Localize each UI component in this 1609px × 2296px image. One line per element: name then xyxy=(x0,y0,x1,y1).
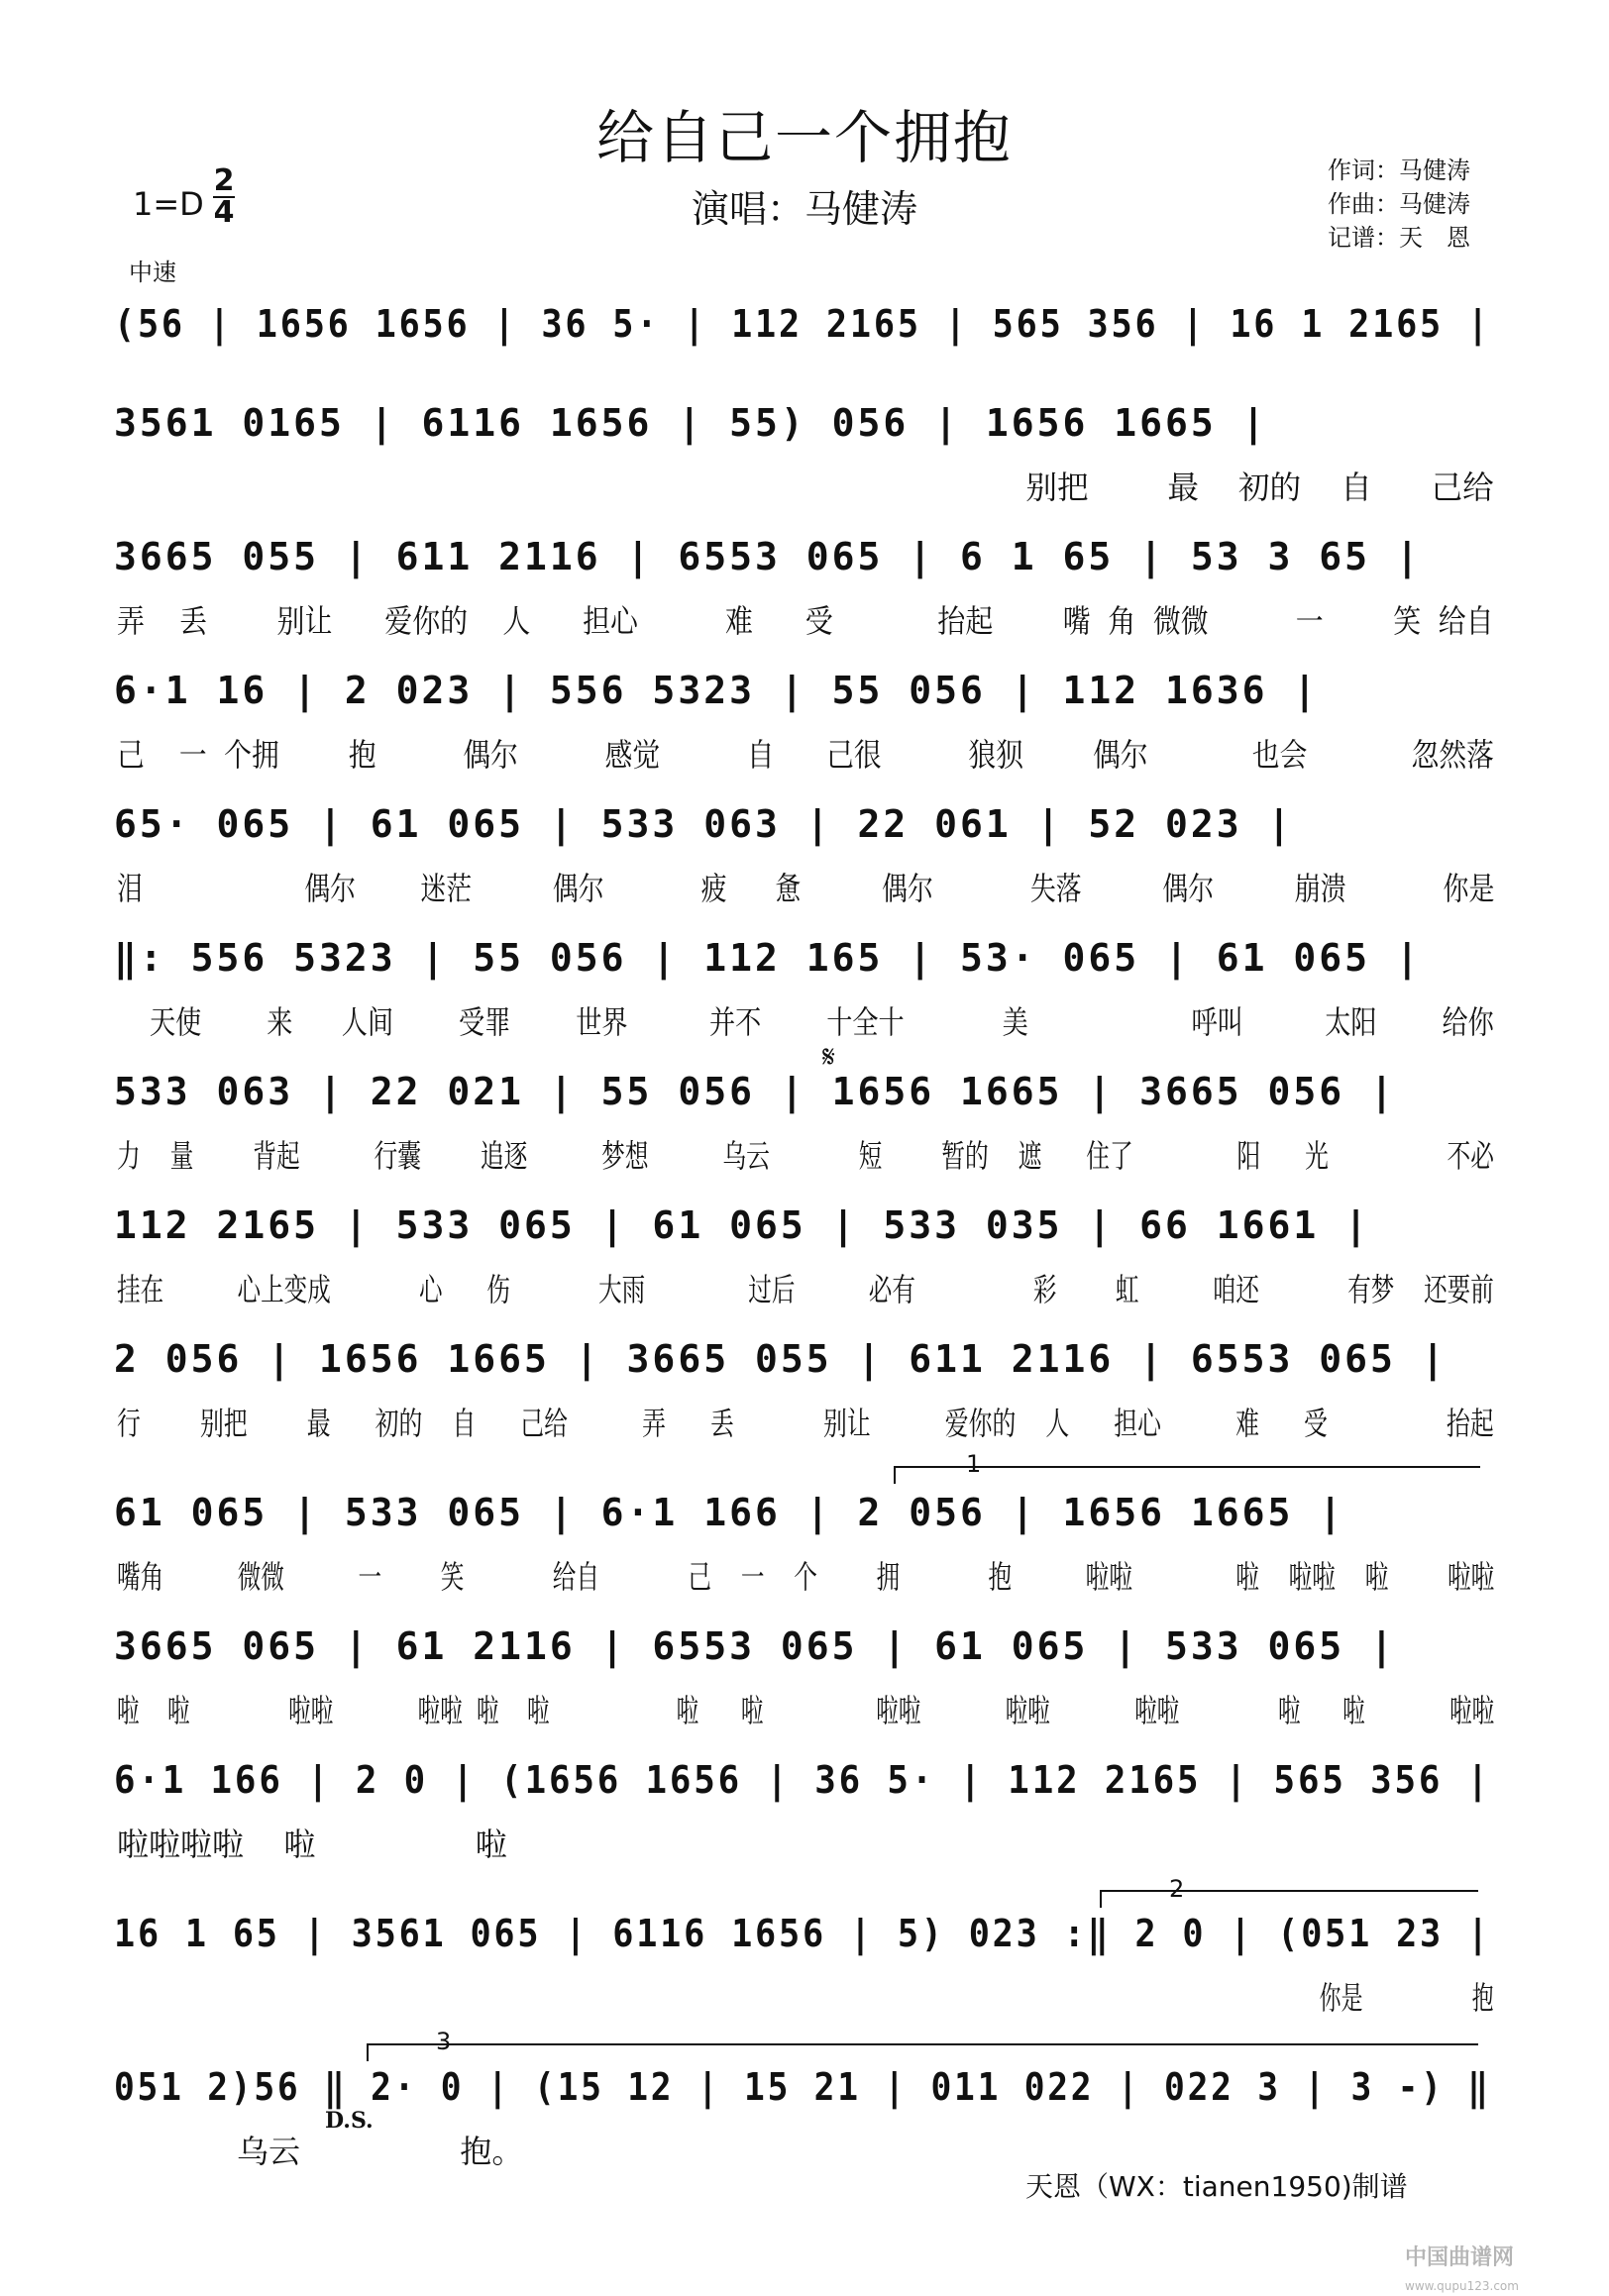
watermark-logo xyxy=(1405,2241,1609,2296)
ending-2-number: 2 xyxy=(1169,1875,1185,1903)
notation-line: 16 1 65 | 3561 065 | 6116 1656 | 5) 023 :‖ 2 0 | (051 23 | xyxy=(114,1912,1491,1955)
lyric-line: 弄 丢 别让 爱你的 人 担心 难 受 抬起 嘴 角 微微 一 笑 给自 xyxy=(117,602,1494,640)
ending-3-number: 3 xyxy=(436,2028,452,2055)
lyricist: 作词：马健涛 xyxy=(1328,157,1470,184)
notation-line: 3561 0165 | 6116 1656 | 55) 056 | 1656 1665 | xyxy=(114,401,1268,445)
song-title: 给自己一个拥抱 xyxy=(595,104,1013,171)
notation-line: 2 056 | 1656 1665 | 3665 055 | 611 2116 | 6553 065 | xyxy=(114,1337,1448,1381)
singer-line: 演唱：马健涛 xyxy=(691,187,917,231)
notation-line: 533 063 | 22 021 | 55 056 | 1656 1665 | 3665 056 | xyxy=(114,1070,1396,1113)
lyric-line: 乌云 抱。 xyxy=(117,2133,524,2170)
lyric-line: 行 别把 最 初的 自 己给 弄 丢 别让 爱你的 人 担心 难 受 抬起 xyxy=(117,1405,1494,1442)
time-top: 2 xyxy=(213,163,235,198)
ending-3-bracket xyxy=(367,2043,1478,2061)
notation-line: (56 | 1656 1656 | 36 5· | 112 2165 | 565 356 | 16 1 2165 | xyxy=(114,302,1491,346)
notation-line: 112 2165 | 533 065 | 61 065 | 533 035 | 66 1661 | xyxy=(114,1203,1371,1247)
watermark-url: www.qupu123.com xyxy=(1405,2279,1519,2293)
time-signature xyxy=(213,163,235,230)
lyric-line: 你是 抱 xyxy=(117,1979,1494,2017)
watermark-text: 中国曲谱网 xyxy=(1405,2245,1515,2270)
lyric-line: 泪 偶尔 迷茫 偶尔 疲 惫 偶尔 失落 偶尔 崩溃 你是 xyxy=(117,870,1495,907)
notation-line: 6·1 166 | 2 0 | (1656 1656 | 36 5· | 112 2165 | 565 356 | xyxy=(114,1758,1492,1802)
lyric-line: 己 一 个拥 抱 偶尔 感觉 自 己很 狼狈 偶尔 也会 忽然落 xyxy=(117,736,1494,774)
ending-1-bracket xyxy=(894,1466,1480,1484)
tempo-marking: 中速 xyxy=(129,259,176,286)
lyric-line: 天使 来 人间 受罪 世界 并不 十全十 美 呼叫 太阳 给你 xyxy=(117,1003,1494,1041)
lyric-line: 挂在 心上变成 心 伤 大雨 过后 必有 彩 虹 咱还 有梦 还要前 xyxy=(117,1271,1494,1308)
ending-1-number: 1 xyxy=(966,1450,982,1478)
notation-line: ‖: 556 5323 | 55 056 | 112 165 | 53· 065 | 61 065 | xyxy=(114,936,1422,980)
lyric-line: 啦 啦 啦啦 啦啦 啦 啦 啦 啦 啦啦 啦啦 啦啦 啦 啦 啦啦 xyxy=(117,1692,1495,1729)
time-bottom: 4 xyxy=(213,195,235,230)
notation-line: 051 2)56 ‖ 2· 0 | (15 12 | 15 21 | 011 022 | 022 3 | 3 -) ‖ xyxy=(114,2065,1491,2109)
notation-line: 3665 065 | 61 2116 | 6553 065 | 61 065 | 533 065 | xyxy=(114,1624,1396,1668)
ds-mark: D.S. xyxy=(325,2108,374,2134)
composer: 作曲：马健涛 xyxy=(1328,190,1470,218)
lyric-line: 啦啦啦啦 啦 啦 xyxy=(117,1826,507,1863)
lyric-line: 力 量 背起 行囊 追逐 梦想 乌云 短 暂的 遮 住了 阳 光 不必 xyxy=(117,1137,1494,1175)
notation-line: 6·1 16 | 2 023 | 556 5323 | 55 056 | 112 1636 | xyxy=(114,669,1320,712)
notation-line: 65· 065 | 61 065 | 533 063 | 22 061 | 52 023 | xyxy=(114,802,1294,846)
segno-mark: 𝄋 xyxy=(822,1040,835,1075)
transcriber: 记谱：天 恩 xyxy=(1328,224,1470,252)
ending-2-bracket xyxy=(1100,1890,1478,1908)
credits-block xyxy=(1328,154,1470,255)
lyric-line: 嘴角 微微 一 笑 给自 己 一 个 拥 抱 啦啦 啦 啦啦 啦 啦啦 xyxy=(117,1558,1495,1596)
lyric-line: 别把 最 初的 自 己给 xyxy=(117,469,1494,506)
notation-line: 3665 055 | 611 2116 | 6553 065 | 6 1 65 | 53 3 65 | xyxy=(114,535,1422,578)
notation-line: 61 065 | 533 065 | 6·1 166 | 2 056 | 1656 1665 | xyxy=(114,1491,1345,1534)
key-signature: 1=D xyxy=(133,185,204,223)
footer-credit: 天恩（WX：tianen1950)制谱 xyxy=(1025,2170,1408,2203)
